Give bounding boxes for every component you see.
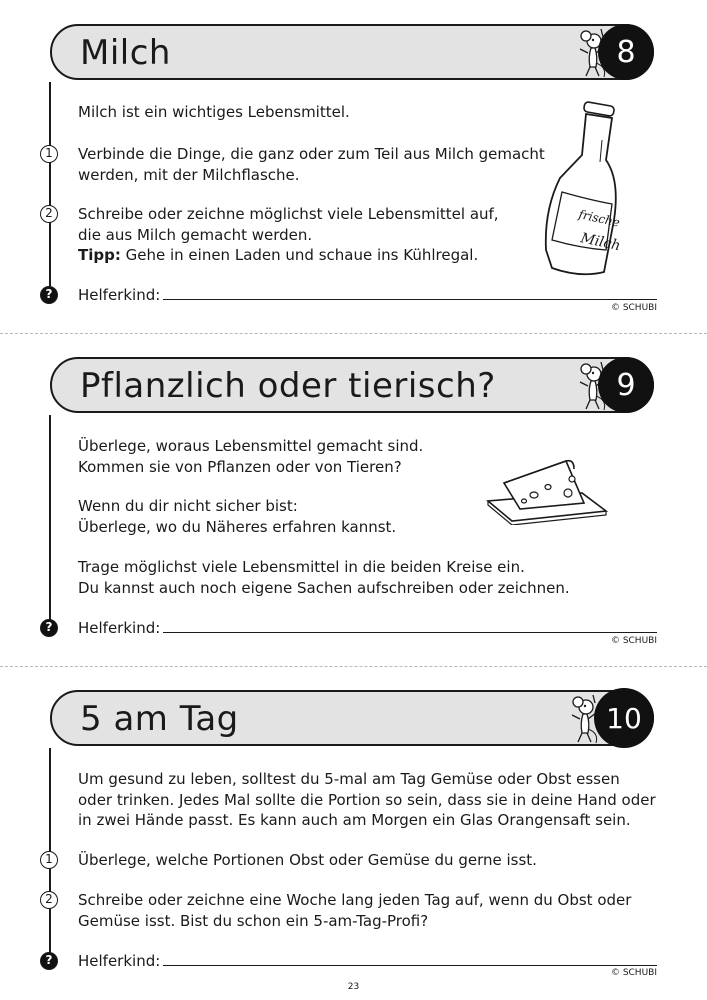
task-number-1: 1 bbox=[40, 145, 58, 163]
task-2-text bbox=[78, 890, 631, 931]
helper-name-line[interactable] bbox=[163, 632, 657, 633]
bottle-label-2: Milch bbox=[579, 230, 622, 255]
helper-label: Helferkind: bbox=[78, 286, 161, 304]
intro-line: oder trinken. Jedes Mal sollte die Portion so sein, dass sie in deine Hand oder bbox=[78, 790, 656, 809]
card-title: Pflanzlich oder tierisch? bbox=[80, 366, 496, 406]
card-title-banner bbox=[50, 357, 654, 413]
helper-label: Helferkind: bbox=[78, 619, 161, 637]
card-intro bbox=[78, 769, 656, 831]
card-number-badge: 9 bbox=[598, 357, 654, 413]
card-pflanzlich bbox=[0, 333, 707, 666]
card-number-badge: 10 bbox=[594, 688, 654, 748]
card-5-am-tag bbox=[0, 666, 707, 1000]
task-line: Verbinde die Dinge, die ganz oder zum Teil aus Milch gemacht bbox=[78, 145, 545, 163]
intro-line: Um gesund zu leben, solltest du 5-mal am Tag Gemüse oder Obst essen bbox=[78, 770, 620, 788]
paragraph-line: Trage möglichst viele Lebensmittel in die beiden Kreise ein. bbox=[78, 558, 525, 576]
card-border-line bbox=[49, 415, 51, 628]
task-2-text bbox=[78, 204, 499, 266]
question-icon: ? bbox=[40, 619, 58, 637]
question-icon: ? bbox=[40, 286, 58, 304]
helper-label: Helferkind: bbox=[78, 952, 161, 970]
copyright: © SCHUBI bbox=[610, 303, 657, 313]
task-line: Überlege, welche Portionen Obst oder Gemüse du gerne isst. bbox=[78, 851, 537, 869]
task-1-text bbox=[78, 144, 545, 185]
paragraph-1 bbox=[78, 436, 423, 477]
paragraph-line: Kommen sie von Pflanzen oder von Tieren? bbox=[78, 457, 402, 476]
task-line: Schreibe oder zeichne möglichst viele Lebensmittel auf, bbox=[78, 205, 499, 223]
card-intro: Milch ist ein wichtiges Lebensmittel. bbox=[78, 103, 350, 121]
card-title: Milch bbox=[80, 33, 171, 73]
card-title-banner bbox=[50, 24, 654, 80]
task-number-1: 1 bbox=[40, 851, 58, 869]
task-line: die aus Milch gemacht werden. bbox=[78, 225, 313, 244]
intro-line: in zwei Hände passt. Es kann auch am Morgen ein Glas Orangensaft sein. bbox=[78, 811, 631, 829]
card-number-badge: 8 bbox=[598, 24, 654, 80]
task-1-text bbox=[78, 850, 537, 871]
task-line: werden, mit der Milchflasche. bbox=[78, 165, 300, 184]
milk-bottle-icon bbox=[540, 100, 626, 280]
paragraph-3 bbox=[78, 557, 570, 598]
paragraph-2 bbox=[78, 496, 396, 537]
task-number-2: 2 bbox=[40, 205, 58, 223]
task-number-2: 2 bbox=[40, 891, 58, 909]
copyright: © SCHUBI bbox=[610, 636, 657, 646]
card-border-line bbox=[49, 82, 51, 295]
helper-name-line[interactable] bbox=[163, 299, 657, 300]
task-line: Schreibe oder zeichne eine Woche lang jeden Tag auf, wenn du Obst oder bbox=[78, 891, 632, 909]
paragraph-line: Wenn du dir nicht sicher bist: bbox=[78, 497, 298, 515]
card-milch bbox=[0, 0, 707, 333]
paragraph-line: Überlege, wo du Näheres erfahren kannst. bbox=[78, 517, 397, 536]
paragraph-line: Du kannst auch noch eigene Sachen aufschreiben oder zeichnen. bbox=[78, 578, 570, 597]
tip-line bbox=[78, 245, 499, 266]
tip-text: Gehe in einen Laden und schaue ins Kühlregal. bbox=[120, 246, 479, 264]
card-title: 5 am Tag bbox=[80, 699, 239, 739]
card-title-banner bbox=[50, 690, 654, 746]
tip-label: Tipp: bbox=[78, 246, 121, 264]
bottle-label-1: frische bbox=[577, 207, 622, 230]
task-line: Gemüse isst. Bist du schon ein 5-am-Tag-Profi? bbox=[78, 911, 429, 930]
question-icon: ? bbox=[40, 952, 58, 970]
cheese-icon bbox=[484, 455, 610, 525]
copyright: © SCHUBI bbox=[610, 968, 657, 978]
paragraph-line: Überlege, woraus Lebensmittel gemacht sind. bbox=[78, 437, 424, 455]
helper-name-line[interactable] bbox=[163, 965, 657, 966]
page-number: 23 bbox=[347, 982, 360, 992]
